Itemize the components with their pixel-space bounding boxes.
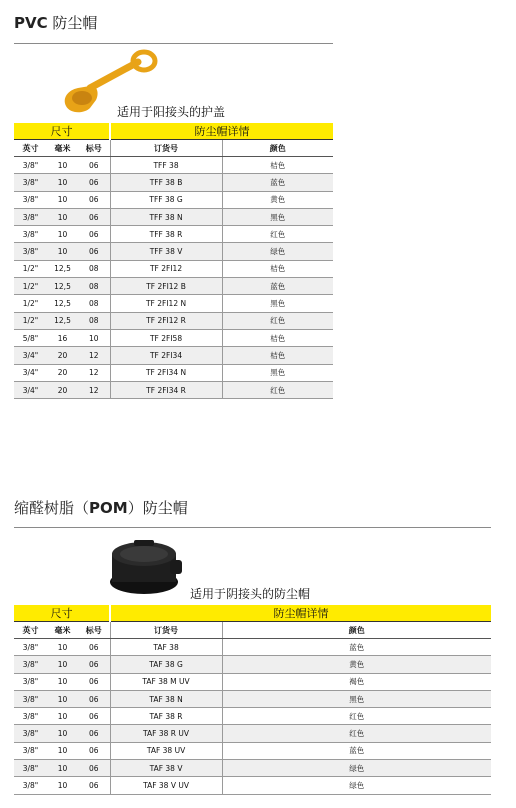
cell-code: 06	[78, 725, 110, 742]
cell-order-no: TF 2FI12 N	[110, 295, 222, 312]
pvc-title-material: PVC	[14, 14, 48, 32]
cell-color: 桔色	[222, 329, 333, 346]
cell-code: 08	[78, 260, 110, 277]
table-row	[14, 208, 333, 225]
pom-title-pre: 缩醛树脂（	[14, 499, 90, 517]
table-row	[14, 690, 491, 707]
cell-mm: 12,5	[47, 312, 78, 329]
cell-code: 08	[78, 295, 110, 312]
cell-inch: 3/8"	[14, 690, 47, 707]
cell-inch: 3/4"	[14, 364, 47, 381]
cell-color: 红色	[222, 725, 491, 742]
cell-mm: 10	[47, 673, 78, 690]
pvc-title-rule	[14, 43, 333, 44]
cell-code: 06	[78, 174, 110, 191]
table-row	[14, 295, 333, 312]
cell-mm: 20	[47, 364, 78, 381]
pom-title-rule	[14, 527, 491, 528]
cell-color: 红色	[222, 226, 333, 243]
table-row	[14, 243, 333, 260]
cell-order-no: TAF 38	[110, 639, 222, 656]
cell-code: 06	[78, 742, 110, 759]
cell-order-no: TF 2FI34	[110, 347, 222, 364]
cell-order-no: TFF 38 N	[110, 208, 222, 225]
col-header-order-no: 订货号	[110, 140, 222, 157]
cell-mm: 10	[47, 742, 78, 759]
col-header-inch: 英寸	[14, 140, 47, 157]
cell-code: 06	[78, 673, 110, 690]
cell-code: 06	[78, 639, 110, 656]
pom-caption: 适用于阴接头的防尘帽	[190, 587, 311, 601]
cell-color: 桔色	[222, 347, 333, 364]
table-row	[14, 381, 333, 398]
cell-code: 06	[78, 656, 110, 673]
cell-mm: 16	[47, 329, 78, 346]
cell-mm: 10	[47, 708, 78, 725]
cell-order-no: TF 2FI34 N	[110, 364, 222, 381]
cell-code: 12	[78, 381, 110, 398]
cell-color: 黄色	[222, 656, 491, 673]
cell-code: 06	[78, 760, 110, 777]
cell-inch: 3/8"	[14, 777, 47, 794]
col-header-order-no: 订货号	[110, 622, 222, 639]
cell-mm: 10	[47, 725, 78, 742]
cell-code: 12	[78, 364, 110, 381]
cell-inch: 5/8"	[14, 329, 47, 346]
group-header-size: 尺寸	[14, 123, 110, 140]
cell-mm: 20	[47, 347, 78, 364]
cell-inch: 3/8"	[14, 760, 47, 777]
pom-spec-table	[14, 605, 491, 795]
cell-mm: 10	[47, 191, 78, 208]
cell-color: 蓝色	[222, 742, 491, 759]
pvc-spec-table	[14, 123, 333, 399]
cell-code: 06	[78, 708, 110, 725]
cell-inch: 3/8"	[14, 191, 47, 208]
cell-order-no: TFF 38 R	[110, 226, 222, 243]
cell-mm: 10	[47, 226, 78, 243]
table-row	[14, 708, 491, 725]
cell-color: 黄色	[222, 191, 333, 208]
cell-code: 08	[78, 312, 110, 329]
cell-order-no: TFF 38 B	[110, 174, 222, 191]
cell-color: 绿色	[222, 777, 491, 794]
pom-table-body	[14, 639, 491, 795]
cell-color: 黑色	[222, 690, 491, 707]
cell-inch: 3/8"	[14, 708, 47, 725]
table-row	[14, 760, 491, 777]
cell-mm: 10	[47, 243, 78, 260]
cell-order-no: TF 2FI12	[110, 260, 222, 277]
table-row	[14, 312, 333, 329]
cell-order-no: TFF 38 V	[110, 243, 222, 260]
cell-order-no: TFF 38 G	[110, 191, 222, 208]
table-row	[14, 191, 333, 208]
pvc-table-body	[14, 157, 333, 399]
table-row	[14, 226, 333, 243]
cell-inch: 3/8"	[14, 157, 47, 174]
cell-inch: 3/8"	[14, 673, 47, 690]
table-row	[14, 673, 491, 690]
table-row	[14, 329, 333, 346]
cell-code: 10	[78, 329, 110, 346]
col-header-color: 颜色	[222, 140, 333, 157]
cell-color: 褐色	[222, 673, 491, 690]
cell-inch: 3/8"	[14, 208, 47, 225]
cell-order-no: TAF 38 V UV	[110, 777, 222, 794]
table-row	[14, 742, 491, 759]
cell-mm: 10	[47, 656, 78, 673]
cell-code: 12	[78, 347, 110, 364]
table-row	[14, 364, 333, 381]
col-header-color: 颜色	[222, 622, 491, 639]
col-header-mm: 毫米	[47, 140, 78, 157]
cell-inch: 3/8"	[14, 226, 47, 243]
col-header-inch: 英寸	[14, 622, 47, 639]
cell-mm: 10	[47, 777, 78, 794]
pvc-section-title	[14, 12, 97, 33]
cell-inch: 3/4"	[14, 381, 47, 398]
cell-color: 黑色	[222, 364, 333, 381]
table-row	[14, 174, 333, 191]
cell-inch: 3/8"	[14, 639, 47, 656]
cell-code: 06	[78, 157, 110, 174]
cell-inch: 3/8"	[14, 174, 47, 191]
pom-section-title	[14, 497, 188, 518]
cell-color: 桔色	[222, 260, 333, 277]
cell-inch: 3/8"	[14, 243, 47, 260]
cell-color: 桔色	[222, 157, 333, 174]
table-row	[14, 260, 333, 277]
cell-mm: 12,5	[47, 278, 78, 295]
cell-order-no: TAF 38 M UV	[110, 673, 222, 690]
cell-order-no: TAF 38 UV	[110, 742, 222, 759]
cell-color: 红色	[222, 381, 333, 398]
cell-inch: 3/8"	[14, 725, 47, 742]
cell-inch: 1/2"	[14, 260, 47, 277]
cell-inch: 3/4"	[14, 347, 47, 364]
cell-code: 08	[78, 278, 110, 295]
cell-mm: 12,5	[47, 295, 78, 312]
cell-order-no: TF 2FI34 R	[110, 381, 222, 398]
cell-inch: 1/2"	[14, 278, 47, 295]
cell-inch: 3/8"	[14, 656, 47, 673]
cell-mm: 10	[47, 174, 78, 191]
table-row	[14, 725, 491, 742]
pom-dust-cap-image	[104, 538, 186, 598]
cell-color: 蓝色	[222, 639, 491, 656]
table-row	[14, 157, 333, 174]
table-row	[14, 639, 491, 656]
cell-order-no: TAF 38 V	[110, 760, 222, 777]
pom-title-post: ）防尘帽	[127, 499, 188, 517]
cell-color: 黑色	[222, 295, 333, 312]
cell-mm: 10	[47, 639, 78, 656]
table-row	[14, 656, 491, 673]
table-row	[14, 777, 491, 794]
cell-order-no: TF 2FI12 R	[110, 312, 222, 329]
cell-color: 红色	[222, 708, 491, 725]
col-header-code: 标号	[78, 140, 110, 157]
group-header-details: 防尘帽详情	[110, 605, 491, 622]
cell-order-no: TF 2FI58	[110, 329, 222, 346]
pom-title-material: POM	[89, 499, 128, 517]
cell-color: 绿色	[222, 243, 333, 260]
cell-mm: 10	[47, 690, 78, 707]
cell-mm: 20	[47, 381, 78, 398]
pvc-caption: 适用于阳接头的护盖	[117, 105, 226, 119]
cell-inch: 3/8"	[14, 742, 47, 759]
cell-mm: 10	[47, 157, 78, 174]
cell-mm: 10	[47, 760, 78, 777]
cell-order-no: TAF 38 R	[110, 708, 222, 725]
cell-inch: 1/2"	[14, 312, 47, 329]
cell-order-no: TAF 38 R UV	[110, 725, 222, 742]
cell-code: 06	[78, 208, 110, 225]
cell-code: 06	[78, 226, 110, 243]
cell-color: 黑色	[222, 208, 333, 225]
cell-color: 蓝色	[222, 278, 333, 295]
cell-inch: 1/2"	[14, 295, 47, 312]
group-header-details: 防尘帽详情	[110, 123, 333, 140]
group-header-size: 尺寸	[14, 605, 110, 622]
table-row	[14, 278, 333, 295]
cell-color: 蓝色	[222, 174, 333, 191]
cell-order-no: TAF 38 G	[110, 656, 222, 673]
cell-order-no: TF 2FI12 B	[110, 278, 222, 295]
cell-order-no: TFF 38	[110, 157, 222, 174]
cell-code: 06	[78, 690, 110, 707]
cell-mm: 12,5	[47, 260, 78, 277]
cell-code: 06	[78, 191, 110, 208]
pvc-title-text: 防尘帽	[47, 14, 98, 32]
col-header-code: 标号	[78, 622, 110, 639]
cell-mm: 10	[47, 208, 78, 225]
cell-code: 06	[78, 243, 110, 260]
cell-order-no: TAF 38 N	[110, 690, 222, 707]
col-header-mm: 毫米	[47, 622, 78, 639]
cell-code: 06	[78, 777, 110, 794]
cell-color: 绿色	[222, 760, 491, 777]
table-row	[14, 347, 333, 364]
cell-color: 红色	[222, 312, 333, 329]
